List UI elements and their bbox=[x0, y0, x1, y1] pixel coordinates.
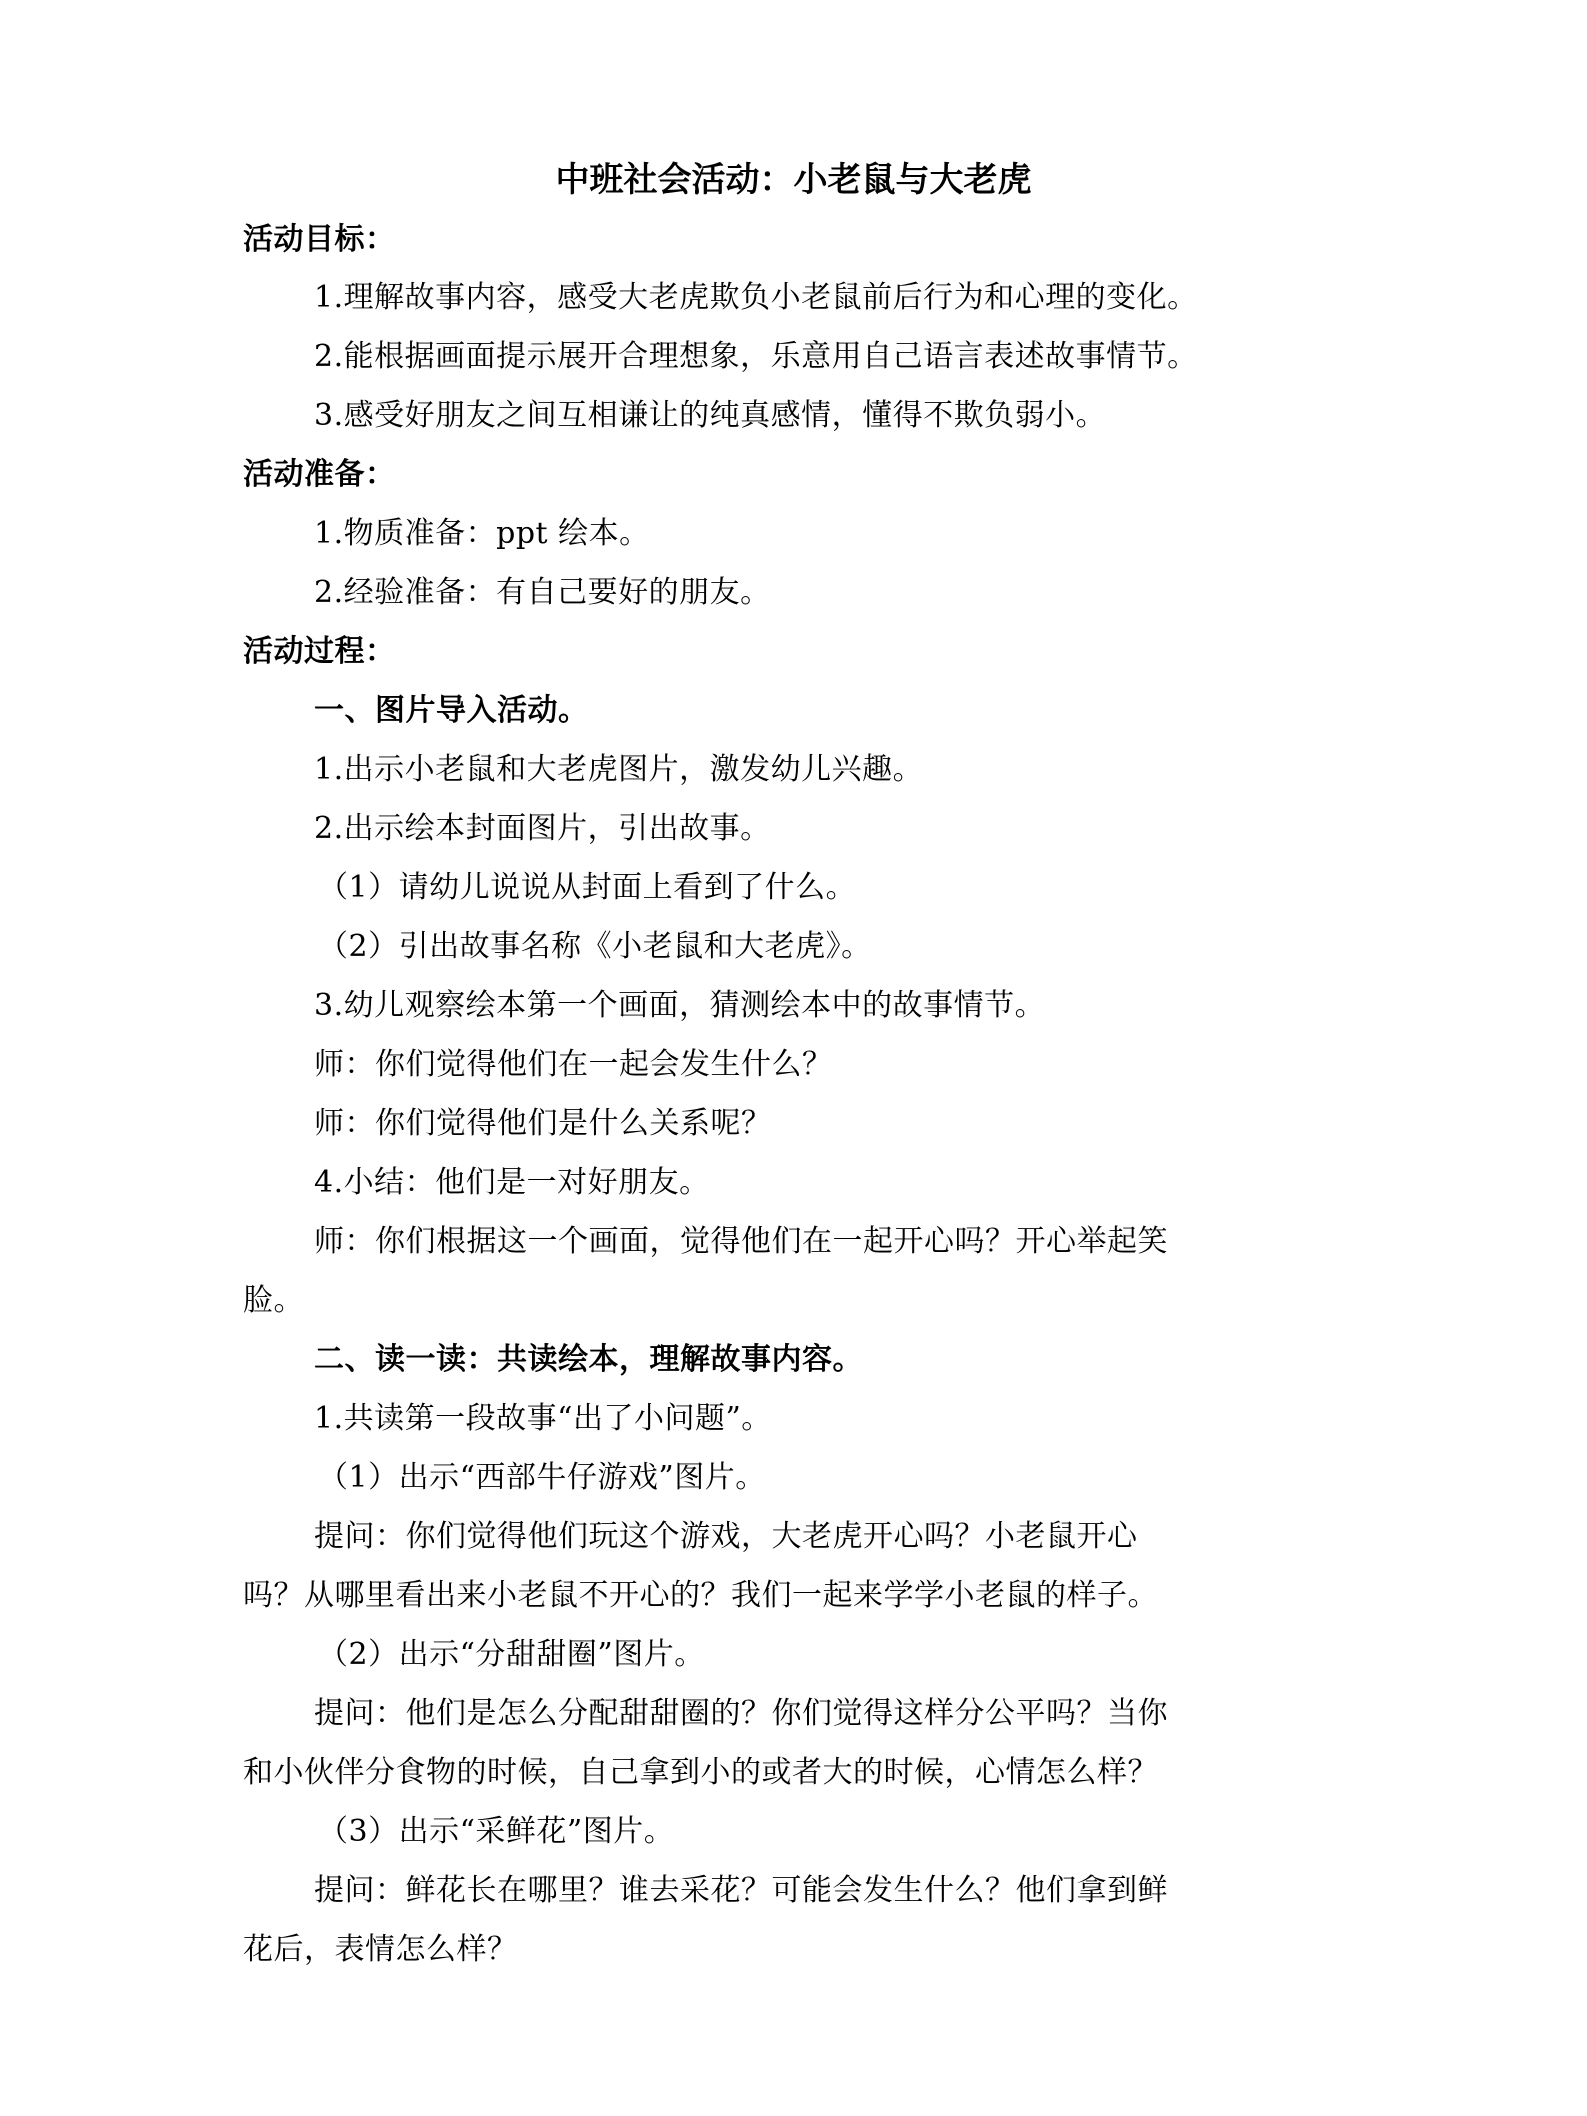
process-line: （2）出示“分甜甜圈”图片。 bbox=[318, 1637, 705, 1672]
process-line: 师：你们根据这一个画面，觉得他们在一起开心吗？开心举起笑 bbox=[314, 1224, 1168, 1259]
process-line-continuation: 花后，表情怎么样？ bbox=[243, 1932, 518, 1967]
process-line: 师：你们觉得他们是什么关系呢？ bbox=[314, 1106, 772, 1141]
section-heading-process: 活动过程： bbox=[243, 634, 396, 669]
process-line: 1.出示小老鼠和大老虎图片，激发幼儿兴趣。 bbox=[314, 752, 924, 787]
section-heading-preparation: 活动准备： bbox=[243, 457, 396, 492]
process-line: （3）出示“采鲜花”图片。 bbox=[318, 1814, 675, 1849]
process-line: 提问：你们觉得他们玩这个游戏，大老虎开心吗？小老鼠开心 bbox=[314, 1519, 1138, 1554]
preparation-item: 2.经验准备：有自己要好的朋友。 bbox=[314, 575, 771, 610]
process-part1-heading: 一、图片导入活动。 bbox=[314, 693, 589, 728]
process-line: （1）请幼儿说说从封面上看到了什么。 bbox=[318, 870, 857, 905]
process-line: 提问：鲜花长在哪里？谁去采花？可能会发生什么？他们拿到鲜 bbox=[314, 1873, 1168, 1908]
process-part2-heading: 二、读一读：共读绘本，理解故事内容。 bbox=[314, 1342, 863, 1377]
goal-item: 3.感受好朋友之间互相谦让的纯真感情，懂得不欺负弱小。 bbox=[314, 398, 1107, 433]
process-line: （2）引出故事名称《小老鼠和大老虎》。 bbox=[318, 929, 872, 964]
document-title: 中班社会活动：小老鼠与大老虎 bbox=[555, 160, 1032, 200]
goal-item: 1.理解故事内容，感受大老虎欺负小老鼠前后行为和心理的变化。 bbox=[314, 280, 1198, 315]
process-line: 2.出示绘本封面图片，引出故事。 bbox=[314, 811, 771, 846]
process-line: 1.共读第一段故事“出了小问题”。 bbox=[314, 1401, 772, 1436]
process-line: 师：你们觉得他们在一起会发生什么？ bbox=[314, 1047, 833, 1082]
preparation-item: 1.物质准备：ppt 绘本。 bbox=[314, 516, 650, 551]
goal-item: 2.能根据画面提示展开合理想象，乐意用自己语言表述故事情节。 bbox=[314, 339, 1198, 374]
process-line: 3.幼儿观察绘本第一个画面，猜测绘本中的故事情节。 bbox=[314, 988, 1046, 1023]
process-line-continuation: 吗？从哪里看出来小老鼠不开心的？我们一起来学学小老鼠的样子。 bbox=[243, 1578, 1158, 1613]
process-line-continuation: 和小伙伴分食物的时候，自己拿到小的或者大的时候，心情怎么样？ bbox=[243, 1755, 1158, 1790]
section-heading-goals: 活动目标： bbox=[243, 222, 396, 257]
process-line-continuation: 脸。 bbox=[243, 1283, 304, 1318]
process-line: 提问：他们是怎么分配甜甜圈的？你们觉得这样分公平吗？当你 bbox=[314, 1696, 1168, 1731]
process-line: 4.小结：他们是一对好朋友。 bbox=[314, 1165, 710, 1200]
process-line: （1）出示“西部牛仔游戏”图片。 bbox=[318, 1460, 766, 1495]
